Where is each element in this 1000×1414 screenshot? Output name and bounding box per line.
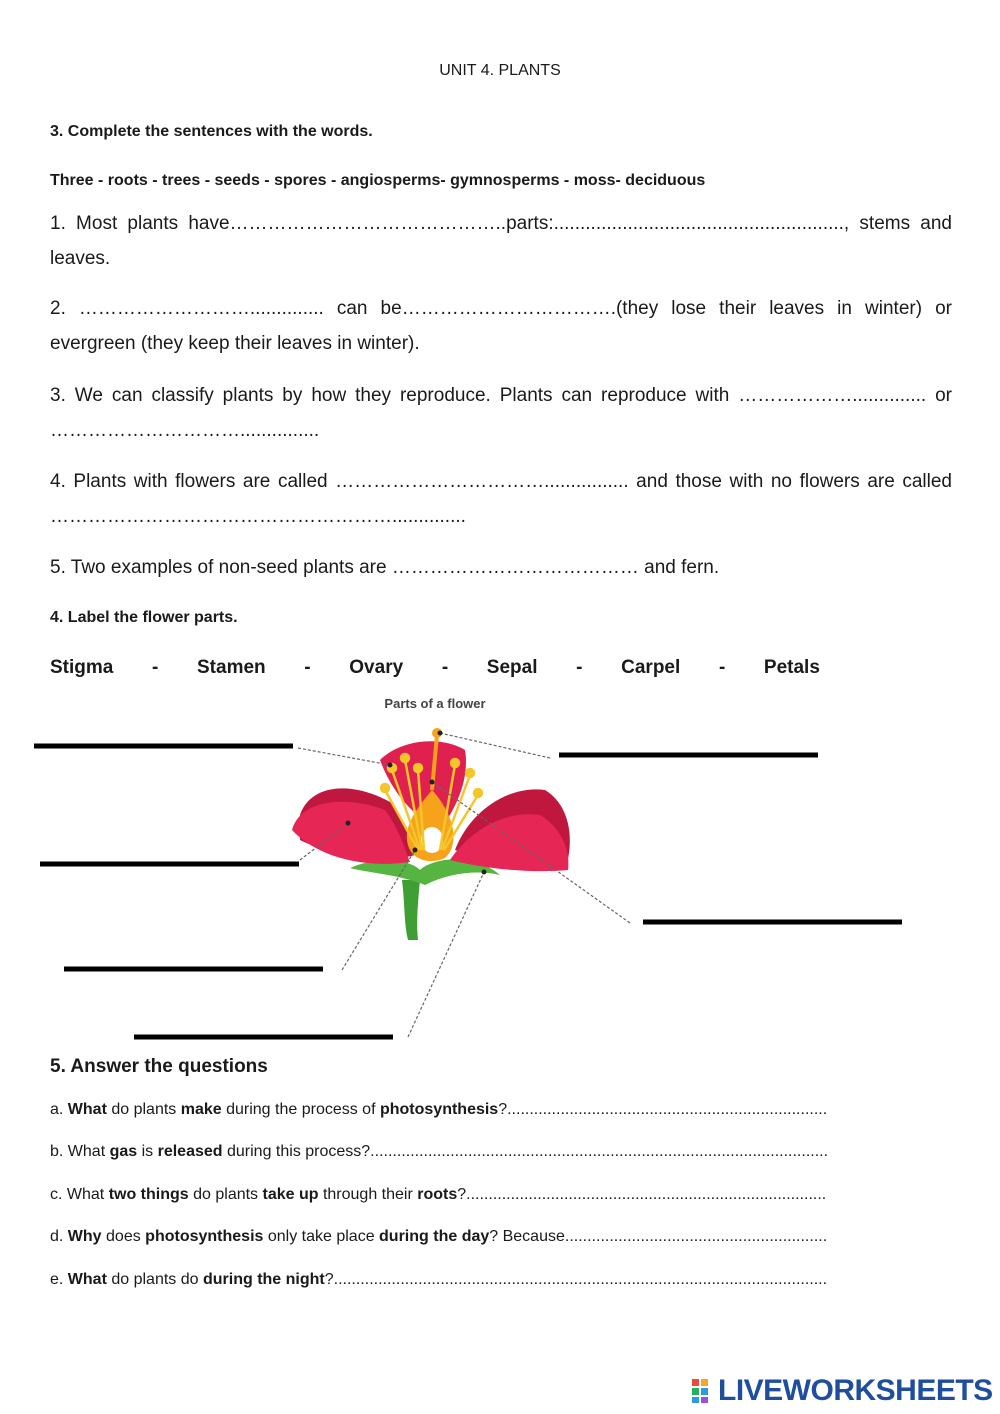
sentence-3: 3. We can classify plants by how they reproduce. Plants can reproduce with ……………….............. or …………………………............... (50, 385, 952, 441)
question-text: ?........................................................................ (498, 1101, 828, 1118)
question-text: e. (50, 1271, 68, 1288)
word-stamen: Stamen (197, 657, 266, 678)
question-keyword: photosynthesis (145, 1228, 264, 1245)
question-d (50, 1226, 952, 1248)
question-text: do plants (106, 1101, 181, 1118)
question-keyword: make (180, 1101, 222, 1118)
question-text: do plants do (106, 1271, 203, 1288)
question-text: ?............................................................................................................... (324, 1271, 828, 1288)
question-keyword: two things (108, 1186, 189, 1203)
question-keyword: What (67, 1271, 107, 1288)
section-3-heading: 3. Complete the sentences with the words. (50, 123, 373, 140)
word-separator: - (441, 657, 449, 678)
word-stigma: Stigma (50, 657, 114, 678)
section-4-heading: 4. Label the flower parts. (50, 609, 238, 626)
sentence-5: 5. Two examples of non-seed plants are ………………………………… and fern. (50, 557, 720, 578)
logo-text: LIVEWORKSHEETS (718, 1374, 993, 1407)
question-keyword: during the day (379, 1228, 490, 1245)
question-text: during the process of (221, 1101, 380, 1118)
word-separator: - (152, 657, 159, 678)
question-text: ?................................................................................. (457, 1186, 827, 1203)
flower-diagram (0, 690, 1000, 1050)
word-petals: Petals (763, 657, 820, 678)
flower-word-bank (50, 657, 820, 679)
word-separator: - (304, 657, 311, 678)
word-sepal: Sepal (486, 657, 538, 678)
question-b (50, 1141, 952, 1163)
question-text: do plants (188, 1186, 263, 1203)
stem (402, 880, 420, 940)
question-text: ? Because........................................................... (489, 1228, 828, 1245)
question-keyword: gas (109, 1143, 138, 1160)
question-text: a. (50, 1101, 68, 1118)
question-text: c. What (50, 1186, 109, 1203)
liveworksheets-logo (692, 1374, 993, 1408)
question-keyword: What (67, 1101, 107, 1118)
sentence-1: 1. Most plants have……………………………………..parts:......................................................., stems and leaves. (50, 213, 952, 269)
question-keyword: photosynthesis (379, 1101, 499, 1118)
question-keyword: roots (417, 1186, 458, 1203)
diagram-title: Parts of a flower (384, 696, 486, 711)
logo-icon (692, 1379, 718, 1403)
question-e (50, 1269, 952, 1291)
question-keyword: Why (67, 1228, 102, 1245)
question-text: through their (318, 1186, 418, 1203)
question-text: is (137, 1143, 158, 1160)
sentence-2: 2. ……………………….............. can be…………………………….(they lose their leaves in winter) or evergreen (they keep their leaves in winter). (50, 298, 952, 354)
word-ovary: Ovary (349, 657, 404, 678)
question-text: b. What (50, 1143, 110, 1160)
sentence-4: 4. Plants with flowers are called ……………………………................ and those with no flowers are called ……………………………………………….............. (50, 471, 952, 527)
question-c (50, 1184, 952, 1206)
question-keyword: during the night (202, 1271, 325, 1288)
word-separator: - (718, 657, 726, 678)
question-text: does (101, 1228, 146, 1245)
page-title: UNIT 4. PLANTS (439, 62, 561, 79)
section-5-heading: 5. Answer the questions (50, 1056, 268, 1077)
question-text: only take place (263, 1228, 380, 1245)
question-keyword: take up (262, 1186, 319, 1203)
word-bank: Three - roots - trees - seeds - spores - angiosperms- gymnosperms - moss- deciduous (50, 172, 706, 189)
question-keyword: released (157, 1143, 223, 1160)
question-text: d. (50, 1228, 68, 1245)
word-separator: - (576, 657, 583, 678)
question-text: during this process?....................................................................................................... (222, 1143, 829, 1160)
question-a (50, 1099, 952, 1121)
word-carpel: Carpel (621, 657, 681, 678)
